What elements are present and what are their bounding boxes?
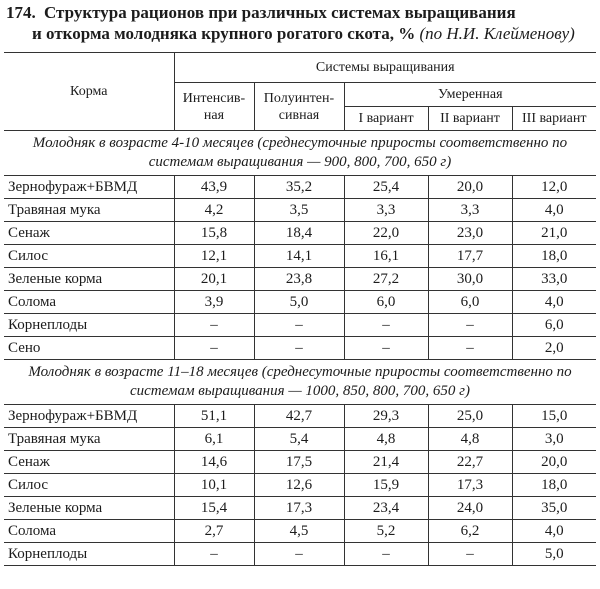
feed-name: Сено [4,337,174,360]
cell-value: 27,2 [344,268,428,291]
feed-name: Зернофураж+БВМД [4,405,174,428]
table-row [4,268,596,291]
cell-value: – [428,314,512,337]
table-row [4,543,596,566]
cell-value: 20,0 [512,451,596,474]
table-row [4,291,596,314]
cell-value: 29,3 [344,405,428,428]
cell-value: 16,1 [344,245,428,268]
cell-value: 21,4 [344,451,428,474]
table-body [4,131,596,566]
section-heading: Молодняк в возрасте 4-10 месяцев (среднесуточные приросты соответственно по системам выращивания — 900, 800, 700, 650 г) [4,131,596,176]
table-row [4,497,596,520]
cell-value: 51,1 [174,405,254,428]
cell-value: 5,0 [512,543,596,566]
cell-value: 35,2 [254,176,344,199]
header-feed: Корма [4,53,174,131]
ration-table [4,52,596,566]
cell-value: – [174,314,254,337]
cell-value: 2,7 [174,520,254,543]
cell-value: 18,0 [512,245,596,268]
cell-value: 15,8 [174,222,254,245]
cell-value: 5,2 [344,520,428,543]
cell-value: – [344,543,428,566]
cell-value: 5,4 [254,428,344,451]
cell-value: 6,1 [174,428,254,451]
cell-value: 3,3 [428,199,512,222]
cell-value: 43,9 [174,176,254,199]
cell-value: 4,5 [254,520,344,543]
cell-value: 15,4 [174,497,254,520]
header-variant-1: I вариант [344,107,428,131]
cell-value: 17,7 [428,245,512,268]
cell-value: 2,0 [512,337,596,360]
cell-value: 10,1 [174,474,254,497]
cell-value: 24,0 [428,497,512,520]
table-title [6,2,596,44]
cell-value: 25,0 [428,405,512,428]
cell-value: 17,3 [254,497,344,520]
section-heading: Молодняк в возрасте 11–18 месяцев (среднесуточные приросты соответственно по системам выращивания — 1000, 850, 800, 700, 650 г) [4,360,596,405]
cell-value: 12,6 [254,474,344,497]
feed-name: Зернофураж+БВМД [4,176,174,199]
cell-value: 4,0 [512,199,596,222]
feed-name: Сенаж [4,451,174,474]
cell-value: 17,3 [428,474,512,497]
cell-value: 4,0 [512,520,596,543]
cell-value: 22,0 [344,222,428,245]
cell-value: 20,0 [428,176,512,199]
cell-value: 14,1 [254,245,344,268]
table-row [4,451,596,474]
feed-name: Силос [4,474,174,497]
cell-value: 18,4 [254,222,344,245]
cell-value: – [174,543,254,566]
cell-value: 42,7 [254,405,344,428]
title-line-1: Структура рационов при различных системах выращивания [44,3,516,22]
table-row [4,520,596,543]
cell-value: – [254,337,344,360]
cell-value: – [174,337,254,360]
title-line-2-wrap [6,23,596,44]
header-systems: Системы выращивания [174,53,596,83]
feed-name: Солома [4,520,174,543]
cell-value: 23,4 [344,497,428,520]
cell-value: 6,0 [428,291,512,314]
cell-value: 21,0 [512,222,596,245]
cell-value: 23,0 [428,222,512,245]
cell-value: 17,5 [254,451,344,474]
cell-value: 6,0 [344,291,428,314]
table-row [4,222,596,245]
cell-value: 15,0 [512,405,596,428]
cell-value: 25,4 [344,176,428,199]
feed-name: Сенаж [4,222,174,245]
table-row [4,314,596,337]
cell-value: 20,1 [174,268,254,291]
feed-name: Зеленые корма [4,497,174,520]
feed-name: Корнеплоды [4,314,174,337]
cell-value: 23,8 [254,268,344,291]
feed-name: Зеленые корма [4,268,174,291]
feed-name: Травяная мука [4,199,174,222]
feed-name: Силос [4,245,174,268]
cell-value: – [428,543,512,566]
cell-value: 4,2 [174,199,254,222]
table-row [4,474,596,497]
table-row [4,245,596,268]
table-row [4,428,596,451]
cell-value: 3,9 [174,291,254,314]
table-row [4,199,596,222]
cell-value: 15,9 [344,474,428,497]
cell-value: 3,0 [512,428,596,451]
cell-value: 18,0 [512,474,596,497]
cell-value: 35,0 [512,497,596,520]
title-line-2: и откорма молодняка крупного рогатого скота, % [32,24,416,43]
table-row [4,405,596,428]
header-variant-2: II вариант [428,107,512,131]
cell-value: – [344,337,428,360]
cell-value: 33,0 [512,268,596,291]
table-number: 174. [6,3,36,22]
cell-value: 4,8 [344,428,428,451]
cell-value: 4,8 [428,428,512,451]
feed-name: Корнеплоды [4,543,174,566]
table-row [4,176,596,199]
cell-value: 6,0 [512,314,596,337]
cell-value: 12,0 [512,176,596,199]
feed-name: Солома [4,291,174,314]
cell-value: 22,7 [428,451,512,474]
section-heading-row [4,360,596,405]
header-variant-3: III вариант [512,107,596,131]
cell-value: 5,0 [254,291,344,314]
table-row [4,337,596,360]
cell-value: 30,0 [428,268,512,291]
cell-value: – [254,543,344,566]
table-header [4,53,596,131]
cell-value: – [428,337,512,360]
cell-value: – [344,314,428,337]
cell-value: 14,6 [174,451,254,474]
header-semi-intensive: Полуинтен-сивная [254,83,344,131]
cell-value: 3,5 [254,199,344,222]
title-source: (по Н.И. Клейменову) [419,24,575,43]
cell-value: – [254,314,344,337]
section-heading-row [4,131,596,176]
cell-value: 6,2 [428,520,512,543]
cell-value: 4,0 [512,291,596,314]
header-moderate: Умеренная [344,83,596,107]
header-intensive: Интенсив-ная [174,83,254,131]
feed-name: Травяная мука [4,428,174,451]
cell-value: 12,1 [174,245,254,268]
cell-value: 3,3 [344,199,428,222]
